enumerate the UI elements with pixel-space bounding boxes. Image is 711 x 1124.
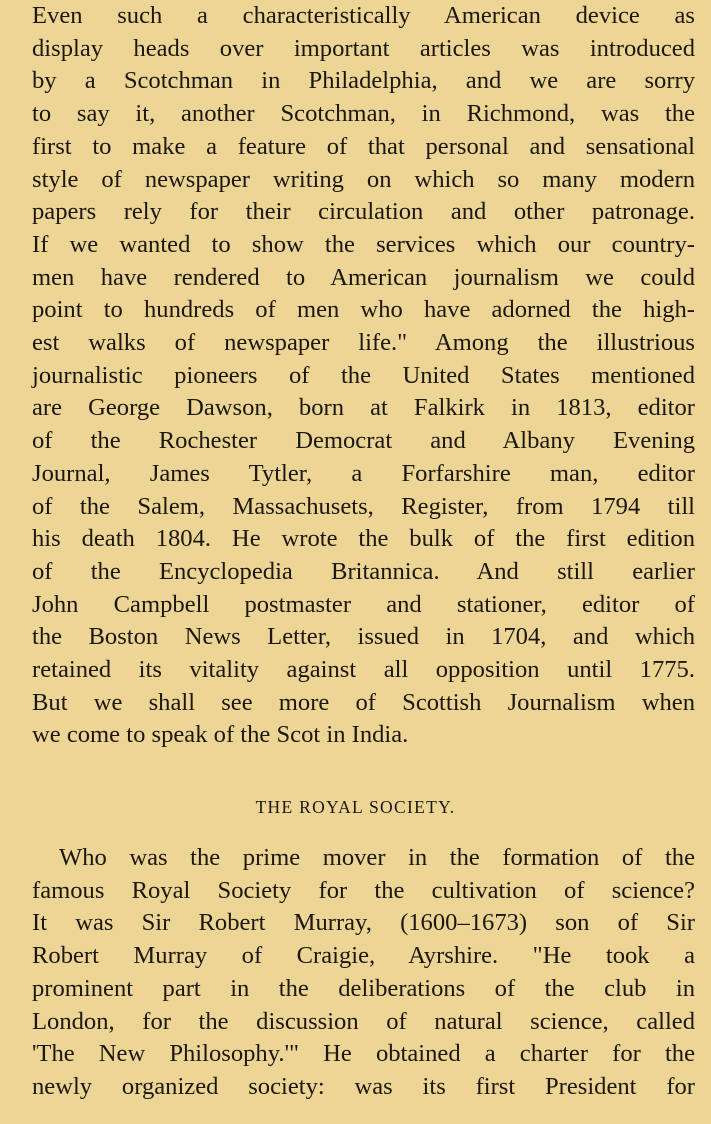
text-line: Who was the prime mover in the formation of the: [59, 844, 695, 871]
text-line: point to hundreds of men who have adorned the high-: [32, 296, 695, 324]
text-line: of the Salem, Massachusets, Register, from 1794 till: [32, 492, 695, 520]
paragraph-journalism: [32, 0, 695, 752]
text-line: If we wanted to show the services which our country-: [32, 230, 695, 258]
text-line: famous Royal Society for the cultivation of science?: [32, 876, 695, 904]
text-line: are George Dawson, born at Falkirk in 1813, editor: [32, 394, 695, 422]
text-line: Robert Murray of Craigie, Ayrshire. "He took a: [32, 942, 695, 970]
text-line: But we shall see more of Scottish Journalism when: [32, 688, 695, 716]
text-line: Journal, James Tytler, a Forfarshire man, editor: [32, 459, 695, 487]
text-line: style of newspaper writing on which so many modern: [32, 165, 695, 193]
text-line: prominent part in the deliberations of the club in: [32, 974, 695, 1002]
text-line: we come to speak of the Scot in India.: [32, 721, 409, 749]
paragraph-royal-society: [32, 842, 695, 1104]
section-heading: THE ROYAL SOCIETY.: [255, 797, 456, 817]
text-line: of the Encyclopedia Britannica. And still earlier: [32, 557, 695, 585]
text-line: 'The New Philosophy.'" He obtained a charter for the: [32, 1040, 695, 1068]
text-line: John Campbell postmaster and stationer, editor of: [32, 590, 695, 618]
text-line: his death 1804. He wrote the bulk of the first edition: [32, 525, 695, 553]
text-line: of the Rochester Democrat and Albany Evening: [32, 427, 695, 455]
text-line: retained its vitality against all opposition until 1775.: [32, 656, 695, 684]
text-line: the Boston News Letter, issued in 1704, and which: [32, 623, 695, 651]
text-line: journalistic pioneers of the United States mentioned: [32, 361, 695, 389]
text-line: papers rely for their circulation and other patronage.: [32, 198, 695, 226]
text-line: first to make a feature of that personal and sensational: [32, 132, 695, 160]
text-line: to say it, another Scotchman, in Richmond, was the: [32, 100, 695, 128]
text-line: Even such a characteristically American device as: [32, 2, 695, 29]
text-line: newly organized society: was its first President for: [32, 1072, 695, 1100]
text-line: by a Scotchman in Philadelphia, and we are sorry: [32, 67, 695, 95]
text-line: display heads over important articles was introduced: [32, 34, 695, 62]
text-line: est walks of newspaper life." Among the illustrious: [32, 329, 695, 357]
text-line: It was Sir Robert Murray, (1600–1673) son of Sir: [32, 909, 695, 937]
text-line: men have rendered to American journalism we could: [32, 263, 695, 291]
text-line: London, for the discussion of natural science, called: [32, 1007, 695, 1035]
